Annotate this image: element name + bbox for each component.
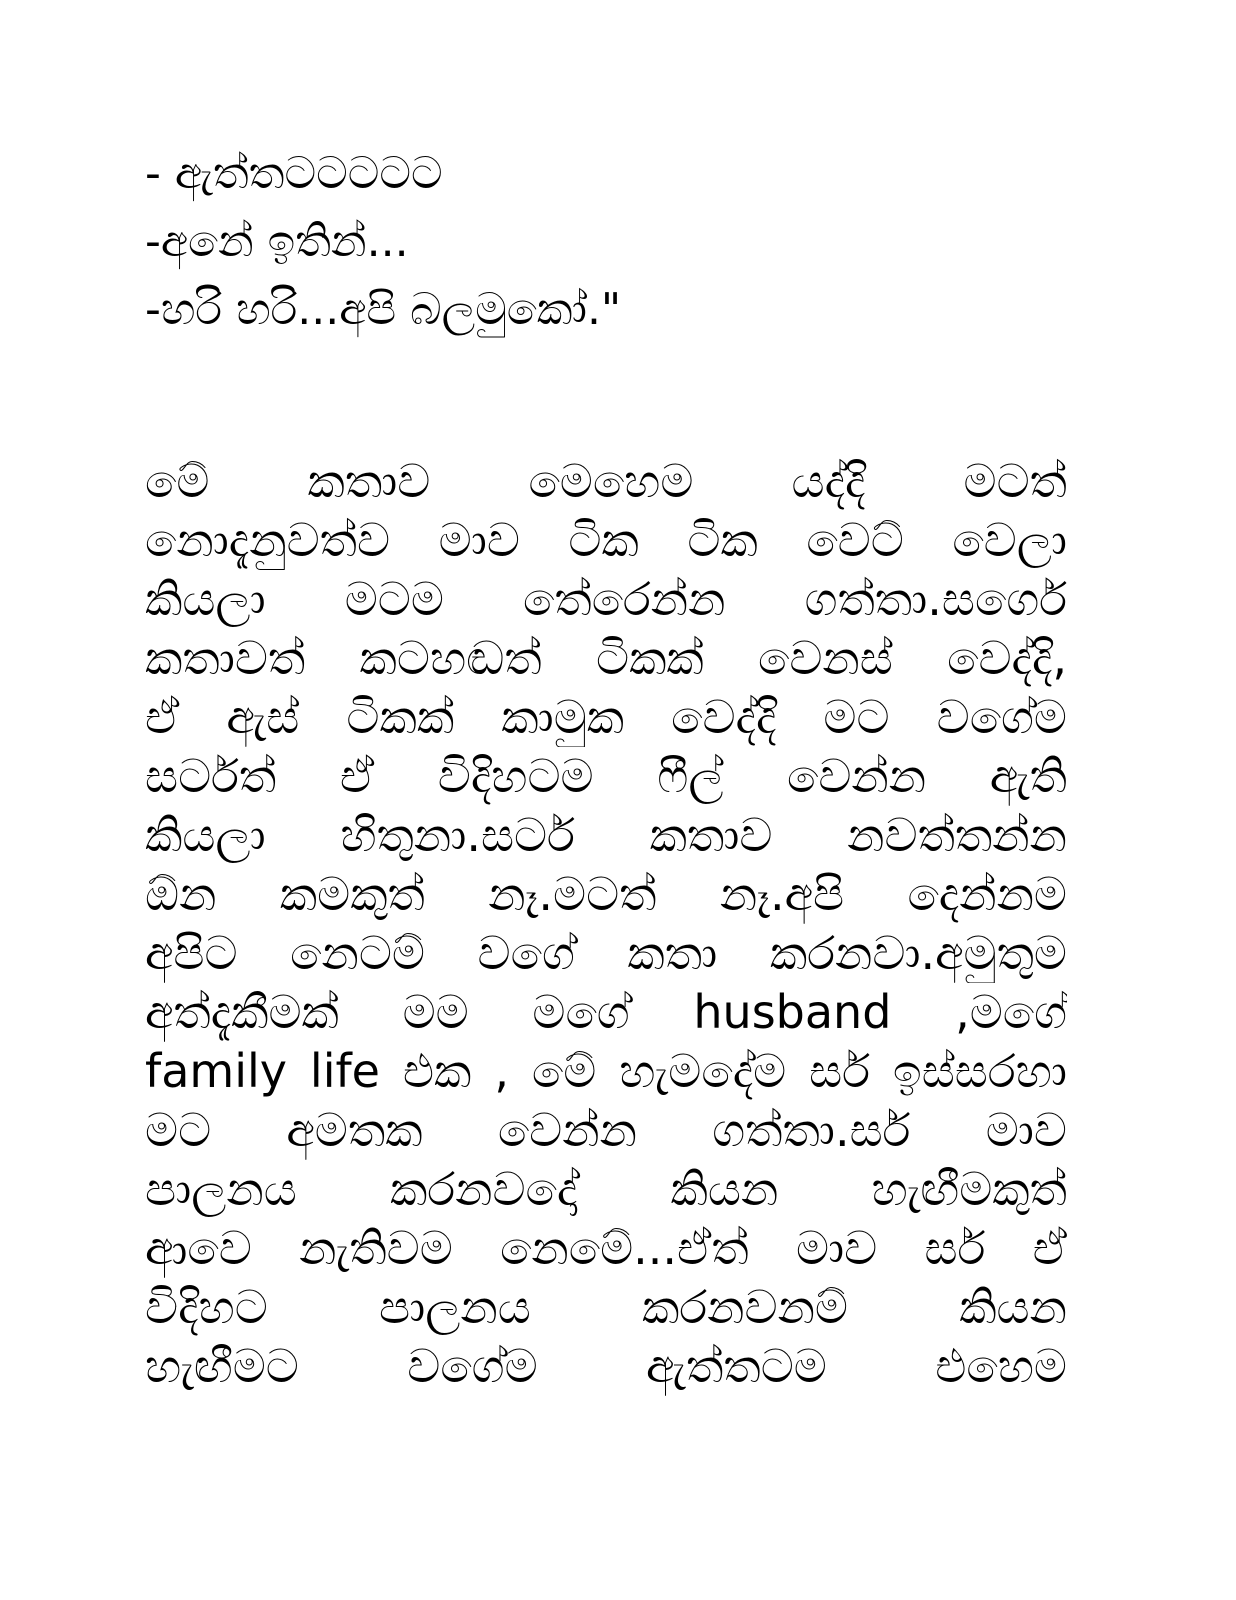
dialogue-block: [145, 140, 1045, 344]
paragraph-line: family life එක , මේ හැමදේම සර් ඉස්සරහා: [145, 1044, 1067, 1098]
paragraph-line: පාලනය කරනවදෝ කියන හැඟීමකුත්: [145, 1162, 1067, 1216]
paragraph-line: ඕන කමකුත් නෑ.මටත් නෑ.අපි දෙන්නම: [145, 867, 1067, 921]
body-paragraph: [145, 452, 1067, 1396]
paragraph-line: කතාවත් කටහඬත් ටිකක් වෙනස් වෙද්දි,: [145, 631, 1067, 685]
paragraph-line: මට අමතක වෙන්න ගත්තා.සර් මාව: [145, 1103, 1067, 1157]
paragraph-line: අපිට නෙටම් වගේ කතා කරනවා.අමුතුම: [145, 926, 1067, 980]
paragraph-line: කියලා හිතුනා.සර්ට කතාව නවත්තන්න: [145, 808, 1067, 862]
paragraph-line: කියලා මටම තේරෙන්න ගත්තා.සර්ගෙ: [145, 572, 1067, 626]
paragraph-line: අත්දැකීමක් මම මගේ husband ,මගේ: [145, 985, 1067, 1039]
dialogue-line: - ඇත්තටටටටට: [145, 148, 443, 199]
paragraph-line: සර්ටත් ඒ විදිහටම ෆීල් වෙන්න ඇති: [145, 749, 1067, 803]
paragraph-line: විදිහට පාලනය කරනවනම් කියන: [145, 1280, 1067, 1334]
paragraph-line: ඒ ඇස් ටිකක් කාමුක වෙද්දි මට වගේම: [145, 690, 1067, 744]
dialogue-line: -අනේ ඉතින්...: [145, 216, 409, 267]
paragraph-line: මේ කතාව මෙහෙම යද්දි මටත්: [145, 454, 1067, 508]
dialogue-line: -හරි හරි...අපි බලමුකෝ.": [145, 284, 622, 335]
paragraph-line: නොදැනුවත්ව මාව ටික ටික වෙට් වෙලා: [145, 513, 1067, 567]
paragraph-line: ආවෙ නැතිවම නෙමේ...ඒත් මාව සර් ඒ: [145, 1221, 1067, 1275]
paragraph-line: හැඟීමට වගේම ඇත්තටම එහෙම: [145, 1339, 1067, 1393]
